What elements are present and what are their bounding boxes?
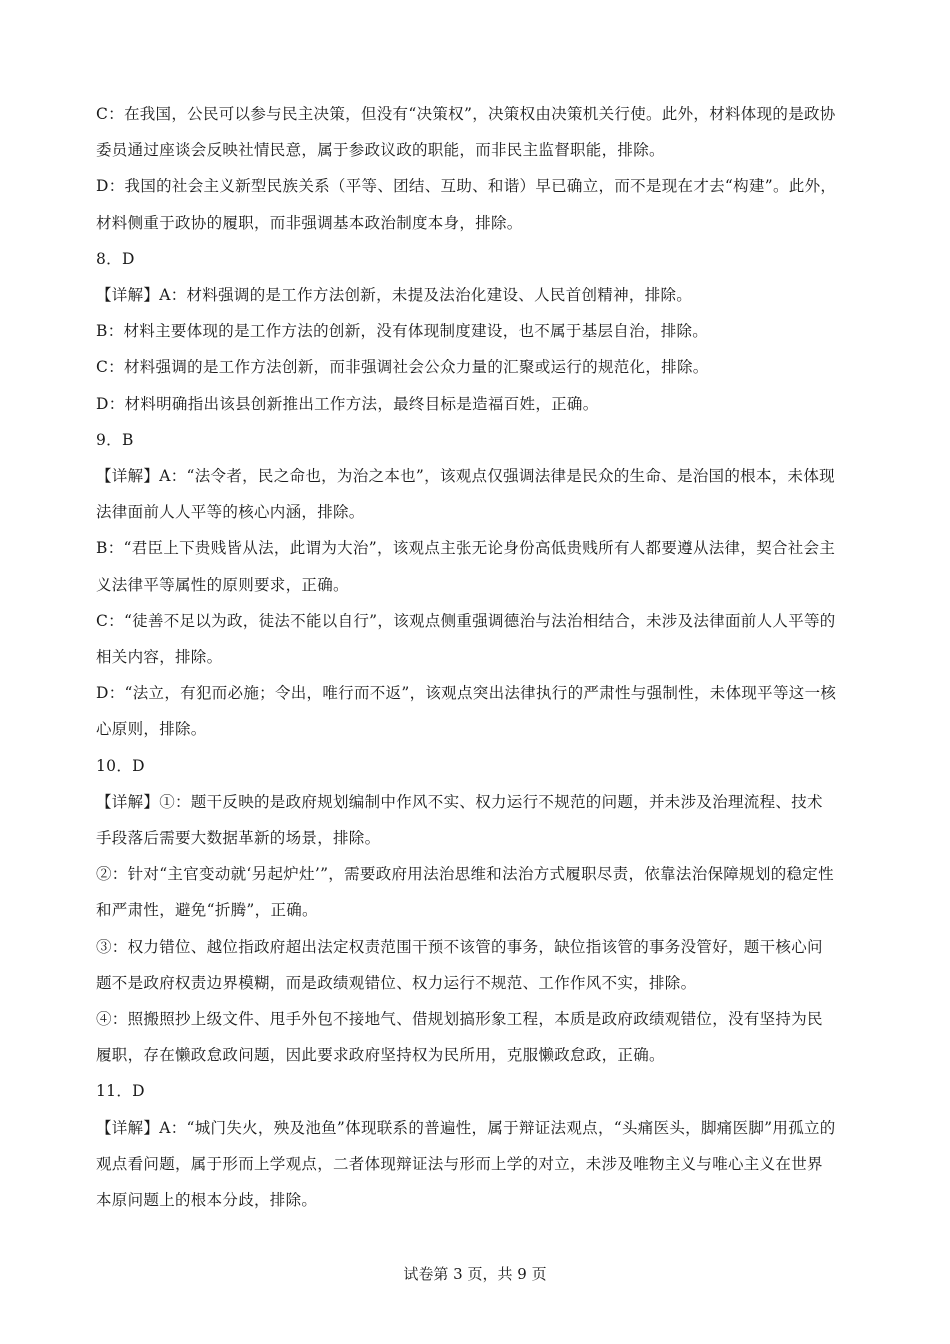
page-footer: 试卷第 3 页，共 9 页 (403, 1265, 547, 1283)
text-line: C：在我国，公民可以参与民主决策，但没有“决策权”，决策权由决策机关行使。此外，材料体现的是政协 (96, 105, 836, 123)
text-line: 相关内容，排除。 (96, 648, 223, 667)
text-line: B：材料主要体现的是工作方法的创新，没有体现制度建设，也不属于基层自治，排除。 (96, 322, 709, 341)
text-line: 材料侧重于政协的履职，而非强调基本政治制度本身，排除。 (96, 213, 523, 232)
text-line: 【详解】A：“城门失火，殃及池鱼”体现联系的普遍性，属于辩证法观点，“头痛医头，脚痛医脚”用孤立的 (96, 1118, 836, 1137)
text-line: 题不是政府权责边界模糊，而是政绩观错位、权力运行不规范、工作作风不实，排除。 (96, 973, 697, 992)
question-answer-10: 10．D (96, 756, 145, 775)
text-line: 和严肃性，避免“折腾”，正确。 (96, 901, 318, 920)
answer-explanations (96, 96, 866, 1218)
text-line: D：材料明确指出该县创新推出工作方法，最终目标是造福百姓，正确。 (96, 394, 599, 413)
text-line: 【详解】①：题干反映的是政府规划编制中作风不实、权力运行不规范的问题，并未涉及治理流程、技术 (96, 792, 823, 811)
text-line: 【详解】A：“法令者，民之命也，为治之本也”，该观点仅强调法律是民众的生命、是治国的根本，未体现 (96, 467, 835, 486)
question-answer-9: 9．B (96, 430, 134, 449)
text-line: 本原问题上的根本分歧，排除。 (96, 1191, 318, 1210)
text-line: 【详解】A：材料强调的是工作方法创新，未提及法治化建设、人民首创精神，排除。 (96, 286, 693, 305)
text-line: 观点看问题，属于形而上学观点，二者体现辩证法与形而上学的对立，未涉及唯物主义与唯心主义在世界 (96, 1154, 823, 1173)
text-line: ④：照搬照抄上级文件、甩手外包不接地气、借规划搞形象工程，本质是政府政绩观错位，没有坚持为民 (96, 1010, 823, 1029)
text-line: 义法律平等属性的原则要求，正确。 (96, 575, 349, 594)
text-line: D：我国的社会主义新型民族关系（平等、团结、互助、和谐）早已确立，而不是现在才去“构建”。此外， (96, 177, 837, 196)
text-line: 委员通过座谈会反映社情民意，属于参政议政的职能，而非民主监督职能，排除。 (96, 141, 665, 160)
text-line: C：材料强调的是工作方法创新，而非强调社会公众力量的汇聚或运行的规范化，排除。 (96, 358, 709, 377)
text-line: ③：权力错位、越位指政府超出法定权责范围干预不该管的事务，缺位指该管的事务没管好，题干核心问 (96, 937, 823, 956)
text-line: ②：针对“主官变动就‘另起炉灶’”，需要政府用法治思维和法治方式履职尽责，依靠法治保障规划的稳定性 (96, 865, 834, 884)
text-line: 心原则，排除。 (96, 720, 207, 739)
text-line: 履职，存在懒政怠政问题，因此要求政府坚持权为民所用，克服懒政怠政，正确。 (96, 1046, 665, 1065)
question-answer-11: 11．D (96, 1082, 145, 1101)
text-line: 法律面前人人平等的核心内涵，排除。 (96, 503, 365, 522)
text-line: 手段落后需要大数据革新的场景，排除。 (96, 829, 381, 848)
text-line: B：“君臣上下贵贱皆从法，此谓为大治”，该观点主张无论身份高低贵贱所有人都要遵从法律，契合社会主 (96, 539, 836, 558)
question-answer-8: 8．D (96, 249, 135, 268)
text-line: D：“法立，有犯而必施；令出，唯行而不返”，该观点突出法律执行的严肃性与强制性，未体现平等这一核 (96, 684, 837, 703)
text-line: C：“徒善不足以为政，徒法不能以自行”，该观点侧重强调德治与法治相结合，未涉及法律面前人人平等的 (96, 611, 836, 630)
